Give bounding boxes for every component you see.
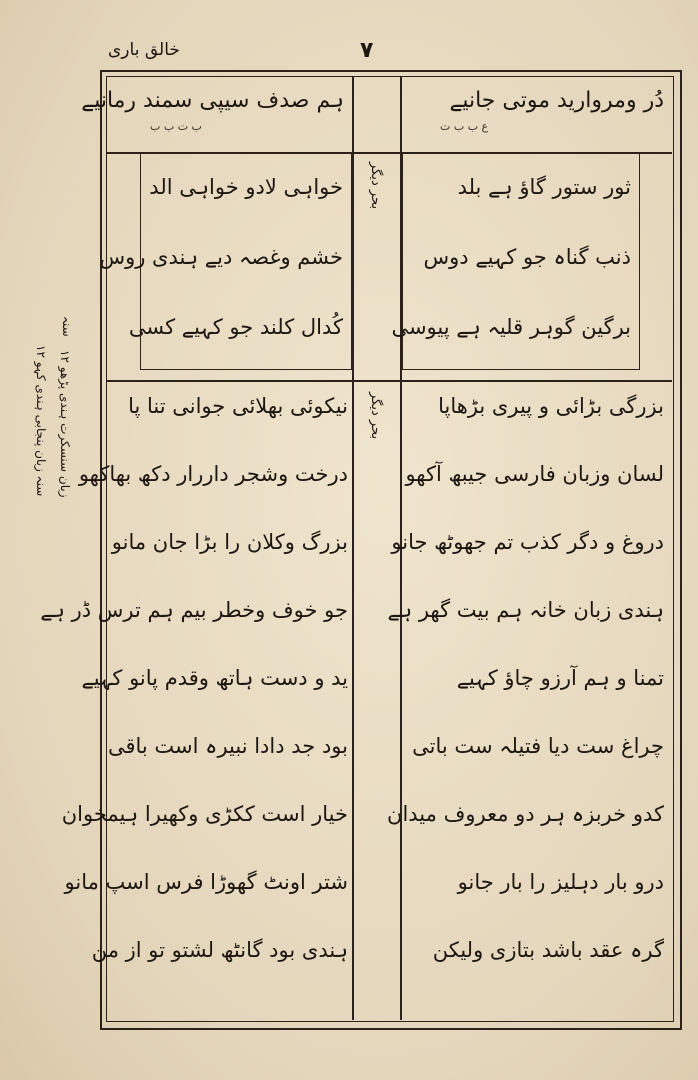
- lower-left-line-5: ید و دست ہاتھ وقدم پانو کہیے: [81, 666, 348, 690]
- page-header-title: خالق باری: [108, 40, 180, 60]
- lower-left-line-9: ہندی بود گانٹھ لشتو تو از من: [91, 938, 348, 962]
- margin-note-3: سنہ زبان پنجابی ہندی کہو ۱۲: [34, 345, 48, 497]
- lower-right-line-9: گرہ عقد باشد بتازی ولیکن: [432, 938, 664, 962]
- lower-left-line-2: درخت وشجر داررار دکھ بھاکھو: [78, 462, 348, 486]
- lower-right-line-7: کدو خربزہ ہر دو معروف میدان: [387, 802, 664, 826]
- box-right-line-1: ثور ستور گاؤ ہے بلد: [457, 175, 631, 199]
- lower-right-line-5: تمنا و ہم آرزو چاؤ کہیے: [456, 666, 664, 690]
- margin-note-2: زبان سنسکرت ہندی پڑھو ۱۲: [58, 350, 72, 498]
- center-divider-left: [352, 76, 354, 1020]
- boxed-verse-left: [99, 152, 352, 370]
- lower-right-line-3: دروغ و دگر کذب تم جھوٹھ جانو: [391, 530, 664, 554]
- lower-right-line-4: ہندی زبان خانہ ہم بیت گھر ہے: [387, 598, 664, 622]
- lower-left-line-8: شتر اونٹ گھوڑا فرس اسپ مانو: [64, 870, 348, 894]
- box-right-line-2: ذنب گناہ جو کہیے دوس: [423, 245, 631, 269]
- lower-right-line-1: بزرگی بڑائی و پیری بڑھاپا: [438, 394, 664, 418]
- lower-left-line-6: بود جد دادا نبیرہ است باقی: [107, 734, 348, 758]
- lower-left-line-4: جو خوف وخطر بیم ہم ترس ڈر ہے: [40, 598, 348, 622]
- section-rule: [106, 380, 672, 382]
- box-right-line-3: برگین گوہر قلیہ ہے پیوسی: [391, 315, 631, 339]
- top-right-title: دُر ومروارید موتی جانیے: [449, 88, 664, 113]
- top-left-title: ہم صدف سیپی سمند رمانیے: [81, 88, 344, 113]
- box-left-line-3: کُدال کلند جو کہیے کسی: [128, 315, 343, 339]
- meter-label-upper: بحر دیگر: [368, 162, 383, 210]
- top-right-diacritics: ع ب ب ت: [440, 120, 489, 133]
- boxed-verse-right: [391, 152, 640, 370]
- lower-right-line-2: لسان وزبان فارسی جیبھ آکھو: [405, 462, 664, 486]
- box-left-line-1: خواہی لادو خواہی الد: [149, 175, 343, 199]
- lower-left-line-7: خیار است ککڑی وکھیرا ہیمخوان: [61, 802, 348, 826]
- page-number: ۷: [360, 38, 374, 63]
- lower-right-line-8: درو بار دہلیز را بار جانو: [457, 870, 664, 894]
- margin-note-1: سنہ: [60, 316, 74, 337]
- box-left-line-2: خشم وغصہ دیے ہندی روس: [99, 245, 343, 269]
- top-left-diacritics: ب ت ب ب: [150, 120, 202, 133]
- lower-left-line-3: بزرگ وکلان را بڑا جان مانو: [111, 530, 348, 554]
- lower-left-line-1: نیکوئی بھلائی جوانی تنا پا: [128, 394, 348, 418]
- lower-right-line-6: چراغ ست دیا فتیلہ ست باتی: [412, 734, 664, 758]
- meter-label-lower: بحر دیگر: [368, 392, 383, 440]
